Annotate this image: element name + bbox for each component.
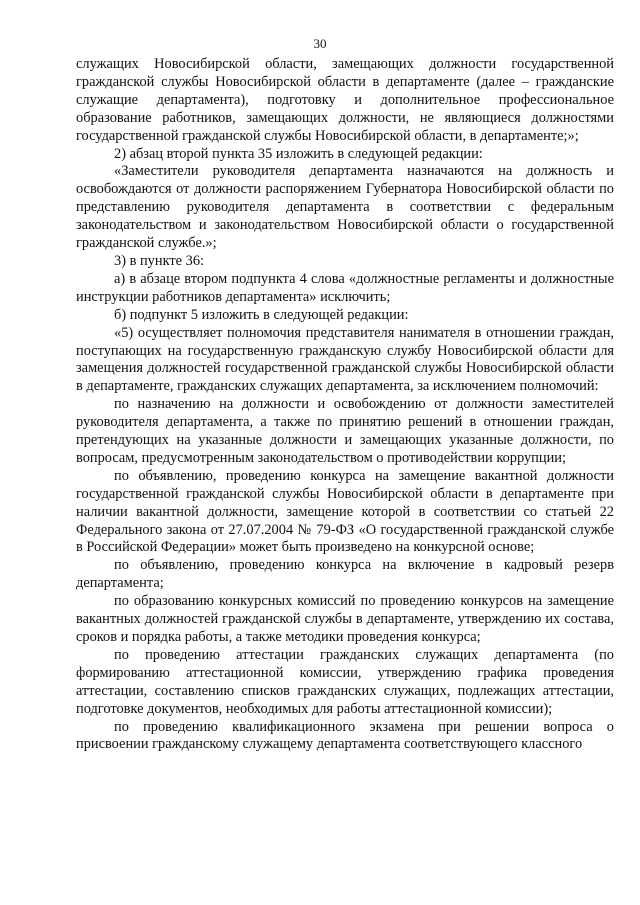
paragraph: по проведению аттестации гражданских служащих департамента (по формированию аттестационной комиссии, утверждению графика проведения аттестации, составлению списков гражданских служащих, подлежащих аттестации, подготовке документов, необходимых для работы аттестационной комиссии); xyxy=(76,646,614,717)
paragraph: служащих Новосибирской области, замещающих должности государственной гражданской службы Новосибирской области в департаменте (далее – гражданские служащие департамента), подготовку и дополнительное профессиональное образование работников, замещающих должности, не являющиеся должностями государственной гражданской службы Новосибирской области, в департаменте;»; xyxy=(76,56,614,144)
paragraph: по проведению квалификационного экзамена при решении вопроса о присвоении гражданскому служащему департамента соответствующего классного xyxy=(76,718,614,753)
paragraph: по объявлению, проведению конкурса на замещение вакантной должности государственной гражданской службы Новосибирской области в департаменте при наличии вакантной должности, замещение которой в соответствии со статьей 22 Федерального закона от 27.07.2004 № 79-ФЗ «О государственной гражданской службе в Российской Федерации» может быть произведено на конкурсной основе; xyxy=(76,467,614,556)
paragraph: а) в абзаце втором подпункта 4 слова «должностные регламенты и должностные инструкции работников департамента» исключить; xyxy=(76,270,614,305)
paragraph: по объявлению, проведению конкурса на включение в кадровый резерв департамента; xyxy=(76,557,614,592)
paragraph: «5) осуществляет полномочия представителя нанимателя в отношении граждан, поступающих на государственную гражданскую службу Новосибирской области для замещения должностей государственной гражданской службы Новосибирской области в департаменте, гражданских служащих департамента, за исключением полномочий: xyxy=(76,324,614,395)
paragraph: б) подпункт 5 изложить в следующей редакции: xyxy=(114,306,409,323)
paragraph: «Заместители руководителя департамента назначаются на должность и освобождаются от должности распоряжением Губернатора Новосибирской области по представлению руководителя департамента в соответствии с федеральным законодательством и законодательством Новосибирской области о государственной гражданской службе.»; xyxy=(76,163,614,252)
page-number: 30 xyxy=(313,36,327,51)
paragraph: 3) в пункте 36: xyxy=(114,252,205,269)
paragraph: по назначению на должности и освобождению от должности заместителей руководителя департамента, а также по принятию решений в отношении граждан, претендующих на указанные должности и замещающих указанные должности, по вопросам, предусмотренным законодательством о противодействии коррупции; xyxy=(76,396,614,466)
document-body xyxy=(76,56,614,754)
paragraph: по образованию конкурсных комиссий по проведению конкурсов на замещение вакантных должностей гражданской службы в департаменте, утверждению их состава, сроков и порядка работы, а также методики проведения конкурса; xyxy=(76,593,614,645)
paragraph: 2) абзац второй пункта 35 изложить в следующей редакции: xyxy=(114,145,483,162)
